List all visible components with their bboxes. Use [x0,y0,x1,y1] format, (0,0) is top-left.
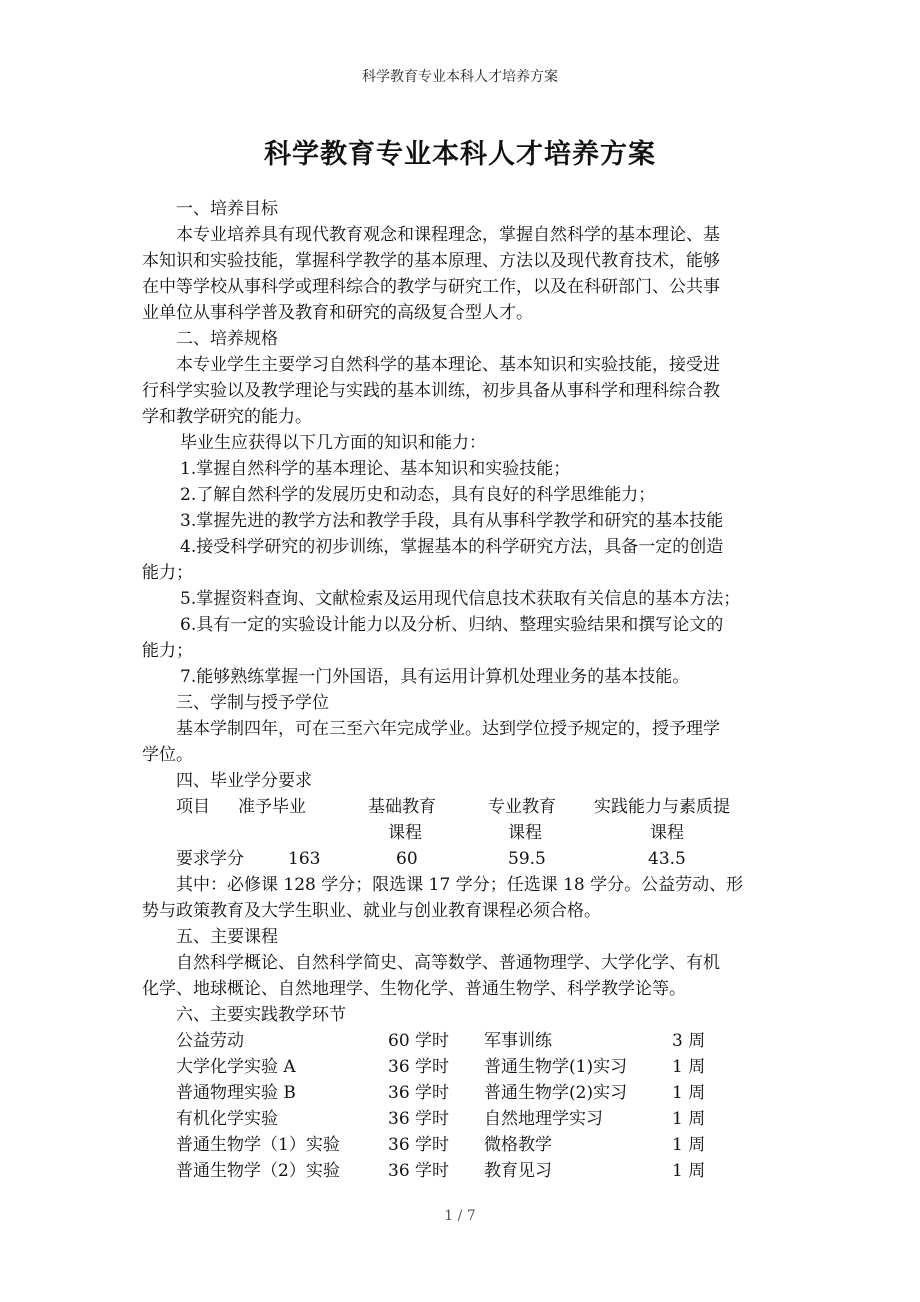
practice-hours: 36 学时 [388,1135,450,1155]
paragraph-line: 在中等学校从事科学或理科综合的教学与研究工作，以及在科研部门、公共事 [142,277,720,297]
paragraph-line: 其中：必修课 128 学分；限选课 17 学分；任选课 18 学分。公益劳动、形 [176,875,744,895]
practice-weeks: 1 周 [672,1083,706,1103]
practice-row [142,1080,782,1106]
list-item: 1.掌握自然科学的基本理论、基本知识和实验技能； [180,459,571,479]
table-header-cell: 课程 [508,823,542,843]
practice-item: 普通物理实验 B [176,1083,296,1103]
practice-hours: 36 学时 [388,1161,450,1181]
credits-table-header-continued [142,820,782,846]
section-heading-courses: 五、主要课程 [176,927,278,947]
document-body [142,196,782,1184]
list-item: 6.具有一定的实验设计能力以及分析、归纳、整理实验结果和撰写论文的 [180,615,724,635]
table-cell: 60 [396,849,418,869]
section-heading-degree: 三、学制与授予学位 [176,693,329,713]
practice-item: 普通生物学(2)实习 [484,1083,628,1103]
paragraph-line: 学和教学研究的能力。 [142,407,312,427]
table-header-cell: 专业教育 [488,797,556,817]
section-heading-goals: 一、培养目标 [176,199,278,219]
practice-hours: 60 学时 [388,1031,450,1051]
section-heading-specs: 二、培养规格 [176,329,278,349]
list-item-continued: 能力； [142,563,193,583]
practice-item: 自然地理学实习 [484,1109,603,1129]
practice-row [142,1106,782,1132]
practice-item: 教育见习 [484,1161,552,1181]
list-item: 3.掌握先进的教学方法和教学手段，具有从事科学教学和研究的基本技能 [180,511,724,531]
section-heading-credits: 四、毕业学分要求 [176,771,312,791]
table-header-cell: 准予毕业 [238,797,306,817]
practice-hours: 36 学时 [388,1083,450,1103]
credits-table-row [142,846,782,872]
section-heading-practice: 六、主要实践教学环节 [176,1005,346,1025]
practice-hours: 36 学时 [388,1109,450,1129]
list-item: 5.掌握资料查询、文献检索及运用现代信息技术获取有关信息的基本方法； [180,589,741,609]
practice-row [142,1132,782,1158]
practice-weeks: 3 周 [672,1031,706,1051]
paragraph-line: 化学、地球概论、自然地理学、生物化学、普通生物学、科学教学论等。 [142,979,686,999]
practice-weeks: 1 周 [672,1109,706,1129]
paragraph-line: 毕业生应获得以下几方面的知识和能力： [180,433,486,453]
practice-item: 普通生物学（2）实验 [176,1161,340,1181]
practice-item: 有机化学实验 [176,1109,278,1129]
paragraph-line: 基本学制四年，可在三至六年完成学业。达到学位授予规定的，授予理学 [176,719,720,739]
practice-item: 大学化学实验 A [176,1057,296,1077]
table-header-cell: 课程 [388,823,422,843]
paragraph-line: 本知识和实验技能，掌握科学教学的基本原理、方法以及现代教育技术，能够 [142,251,720,271]
table-header-cell: 实践能力与素质提 [594,797,730,817]
practice-row [142,1028,782,1054]
document-title: 科学教育专业本科人才培养方案 [264,139,656,170]
paragraph-line: 本专业学生主要学习自然科学的基本理论、基本知识和实验技能，接受进 [176,355,720,375]
paragraph-line: 学位。 [142,745,193,765]
list-item: 4.接受科学研究的初步训练，掌握基本的科学研究方法，具备一定的创造 [180,537,724,557]
practice-row [142,1158,782,1184]
practice-item: 普通生物学(1)实习 [484,1057,628,1077]
table-cell: 59.5 [508,849,546,869]
paragraph-line: 行科学实验以及教学理论与实践的基本训练，初步具备从事科学和理科综合教 [142,381,720,401]
table-header-cell: 基础教育 [368,797,436,817]
list-item-continued: 能力； [142,641,193,661]
practice-weeks: 1 周 [672,1057,706,1077]
list-item: 7.能够熟练掌握一门外国语，具有运用计算机处理业务的基本技能。 [180,667,690,687]
paragraph-line: 本专业培养具有现代教育观念和课程理念，掌握自然科学的基本理论、基 [176,225,720,245]
practice-item: 军事训练 [484,1031,552,1051]
table-cell: 43.5 [648,849,686,869]
paragraph-line: 势与政策教育及大学生职业、就业与创业教育课程必须合格。 [142,901,601,921]
practice-item: 普通生物学（1）实验 [176,1135,340,1155]
practice-weeks: 1 周 [672,1161,706,1181]
paragraph-line: 业单位从事科学普及教育和研究的高级复合型人才。 [142,303,533,323]
practice-row [142,1054,782,1080]
table-cell: 163 [288,849,321,869]
practice-item: 公益劳动 [176,1031,244,1051]
running-header: 科学教育专业本科人才培养方案 [362,69,558,85]
list-item: 2.了解自然科学的发展历史和动态，具有良好的科学思维能力； [180,485,656,505]
table-cell: 要求学分 [176,849,244,869]
practice-weeks: 1 周 [672,1135,706,1155]
paragraph-line: 自然科学概论、自然科学简史、高等数学、普通物理学、大学化学、有机 [176,953,720,973]
credits-table-header [142,794,782,820]
practice-item: 微格教学 [484,1135,552,1155]
table-header-cell: 项目 [176,797,210,817]
page-number: 1 / 7 [444,1208,476,1224]
practice-hours: 36 学时 [388,1057,450,1077]
table-header-cell: 课程 [650,823,684,843]
